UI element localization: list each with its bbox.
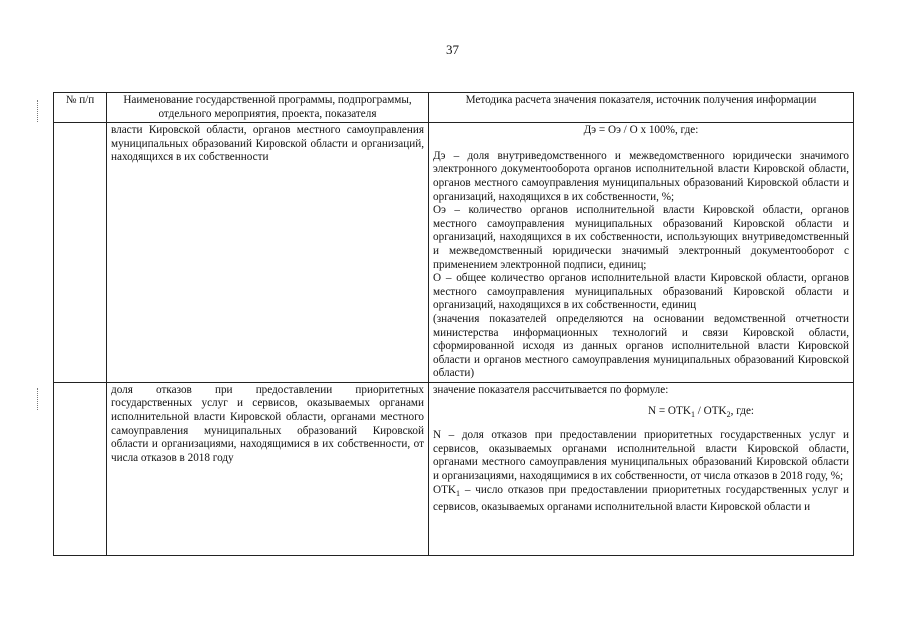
row1-formula: Дэ = Оэ / О х 100%, где: <box>583 124 699 137</box>
page-number: 37 <box>446 42 459 57</box>
table-header-row <box>54 93 854 123</box>
table-row <box>54 382 854 555</box>
row2-intro: значение показателя рассчитывается по формуле: <box>433 383 669 396</box>
indicator-table <box>53 92 854 556</box>
row1-number <box>54 123 107 383</box>
row2-definition-otk1: $OTK_1$ – число отказов при предоставлении приоритетных государственных услуг и сервисов, оказываемых органами исполнительной власти Кировской области и <box>433 483 849 513</box>
row2-definition-n: N – доля отказов при предоставлении приоритетных государственных услуг и сервисов, оказываемых органами исполнительной власти Кировской области, органами местного самоуправления муниципальных образований Кировской области и организациями, находящимися в их собственности, от числа отказов в 2018 году, %; <box>433 429 849 483</box>
row1-method <box>429 123 854 383</box>
header-name: Наименование государственной программы, подпрограммы, отдельного мероприятия, проекта, показателя <box>107 93 429 123</box>
row1-source-note: (значения показателей определяются на основании ведомственной отчетности министерства информационных технологий и связи Кировской области, сформированной исходя из данных органов исполнительной власти Кировской области и органов местного самоуправления муниципальных образований Кировской области) <box>433 312 849 380</box>
row1-definition-o: О – общее количество органов исполнительной власти Кировской области, органов местного самоуправления муниципальных образований Кировской области и организаций, находящихся в их собственности, единиц <box>433 272 849 312</box>
margin-mark-top <box>37 100 38 122</box>
row1-definition-oe: Оэ – количество органов исполнительной власти Кировской области, органов местного самоуправления муниципальных образований Кировской области и организаций, находящихся в их собственности, использующих внутриведомственный и межведомственный юридически значимый электронный документооборот с применением электронной подписи, единиц; <box>433 204 849 271</box>
row1-name: власти Кировской области, органов местного самоуправления муниципальных образований Кировской области и организаций, находящихся в их собственности <box>107 123 429 383</box>
header-method: Методика расчета значения показателя, источник получения информации <box>429 93 854 123</box>
row2-method <box>429 382 854 555</box>
header-number: № п/п <box>54 93 107 123</box>
row2-formula: $N = OTK_1 / OTK_2$, где: <box>647 405 755 420</box>
table-row <box>54 123 854 383</box>
row1-definition-de: Дэ – доля внутриведомственного и межведомственного юридически значимого электронного документооборота органов исполнительной власти Кировской области, органов местного самоуправления муниципальных образований Кировской области и организаций, находящихся в их собственности, %; <box>433 149 849 203</box>
row2-number <box>54 382 107 555</box>
margin-mark-middle <box>37 388 38 410</box>
row2-name: доля отказов при предоставлении приоритетных государственных услуг и сервисов, оказываемых органами исполнительной власти Кировской области, органами местного самоуправления муниципальных образований Кировской области и организациями, находящимися в их собственности, от числа отказов в 2018 году <box>107 382 429 555</box>
